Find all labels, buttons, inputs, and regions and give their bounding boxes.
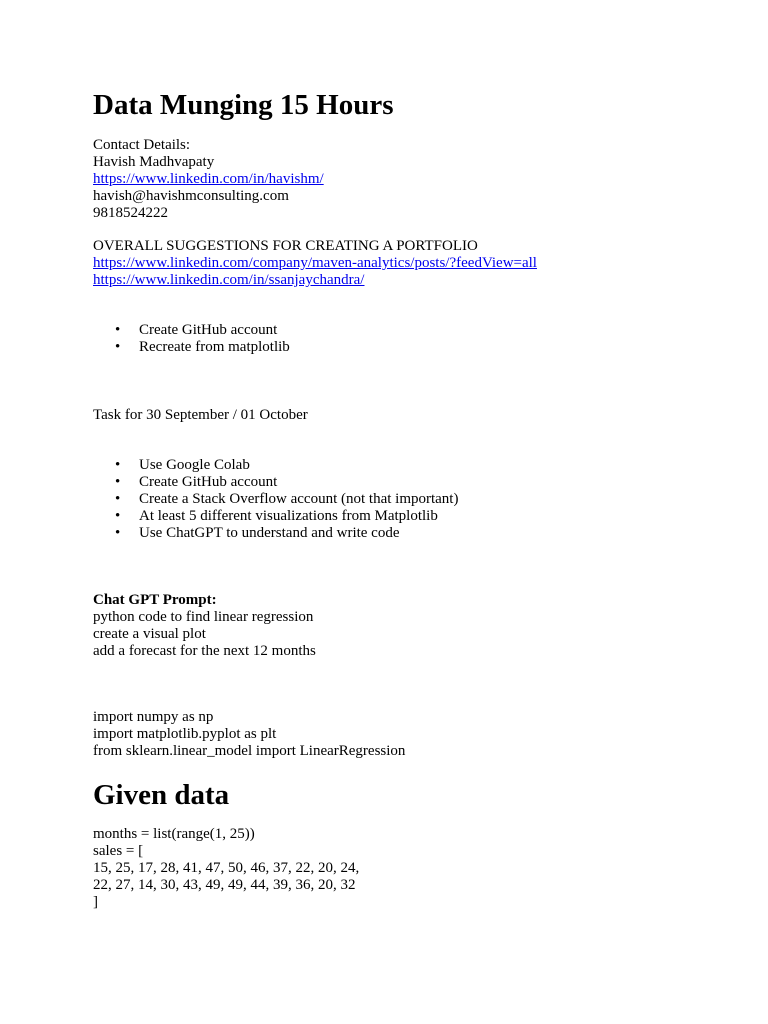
- list-item: • Use Google Colab: [115, 457, 250, 473]
- task-heading: Task for 30 September / 01 October: [93, 407, 308, 423]
- list-item: • Create a Stack Overflow account (not that important): [115, 491, 459, 507]
- contact-linkedin-link[interactable]: https://www.linkedin.com/in/havishm/: [93, 171, 324, 187]
- prompt-section: [93, 592, 316, 660]
- import-line: import matplotlib.pyplot as plt: [93, 726, 277, 742]
- portfolio-section: [93, 238, 537, 289]
- bullet-icon: •: [115, 457, 121, 473]
- contact-email: havish@havishmconsulting.com: [93, 188, 289, 204]
- contact-details: [93, 137, 324, 222]
- list-item: • Recreate from matplotlib: [115, 339, 290, 355]
- list-item: • Use ChatGPT to understand and write code: [115, 525, 400, 541]
- bullet-icon: •: [115, 474, 121, 490]
- portfolio-heading: OVERALL SUGGESTIONS FOR CREATING A PORTFOLIO: [93, 238, 478, 254]
- code-line: ]: [93, 894, 98, 910]
- code-line: months = list(range(1, 25)): [93, 826, 255, 842]
- contact-phone: 9818524222: [93, 205, 168, 221]
- given-data-code: [93, 826, 359, 911]
- prompt-line: create a visual plot: [93, 626, 206, 642]
- imports-section: [93, 709, 405, 760]
- code-line: 22, 27, 14, 30, 43, 49, 49, 44, 39, 36, 20, 32: [93, 877, 356, 893]
- code-line: sales = [: [93, 843, 144, 859]
- code-line: 15, 25, 17, 28, 41, 47, 50, 46, 37, 22, 20, 24,: [93, 860, 360, 876]
- page-title: Data Munging 15 Hours: [93, 89, 394, 121]
- import-line: import numpy as np: [93, 709, 214, 725]
- portfolio-link-ssanjaychandra[interactable]: https://www.linkedin.com/in/ssanjaychandra/: [93, 272, 365, 288]
- prompt-heading: Chat GPT Prompt:: [93, 592, 217, 608]
- bullet-icon: •: [115, 508, 121, 524]
- given-data-heading: Given data: [93, 779, 230, 811]
- bullet-icon: •: [115, 339, 121, 355]
- list-item: • At least 5 different visualizations from Matplotlib: [115, 508, 438, 524]
- portfolio-link-maven[interactable]: https://www.linkedin.com/company/maven-analytics/posts/?feedView=all: [93, 255, 537, 271]
- prompt-line: add a forecast for the next 12 months: [93, 643, 316, 659]
- bullet-icon: •: [115, 322, 121, 338]
- bullet-icon: •: [115, 491, 121, 507]
- contact-heading: Contact Details:: [93, 137, 191, 153]
- list-item: • Create GitHub account: [115, 322, 278, 338]
- import-line: from sklearn.linear_model import LinearRegression: [93, 743, 406, 759]
- contact-name: Havish Madhvapaty: [93, 154, 215, 170]
- bullet-icon: •: [115, 525, 121, 541]
- list-item: • Create GitHub account: [115, 474, 278, 490]
- portfolio-bullet-list: [93, 322, 290, 356]
- task-bullet-list: [93, 457, 458, 542]
- prompt-line: python code to find linear regression: [93, 609, 314, 625]
